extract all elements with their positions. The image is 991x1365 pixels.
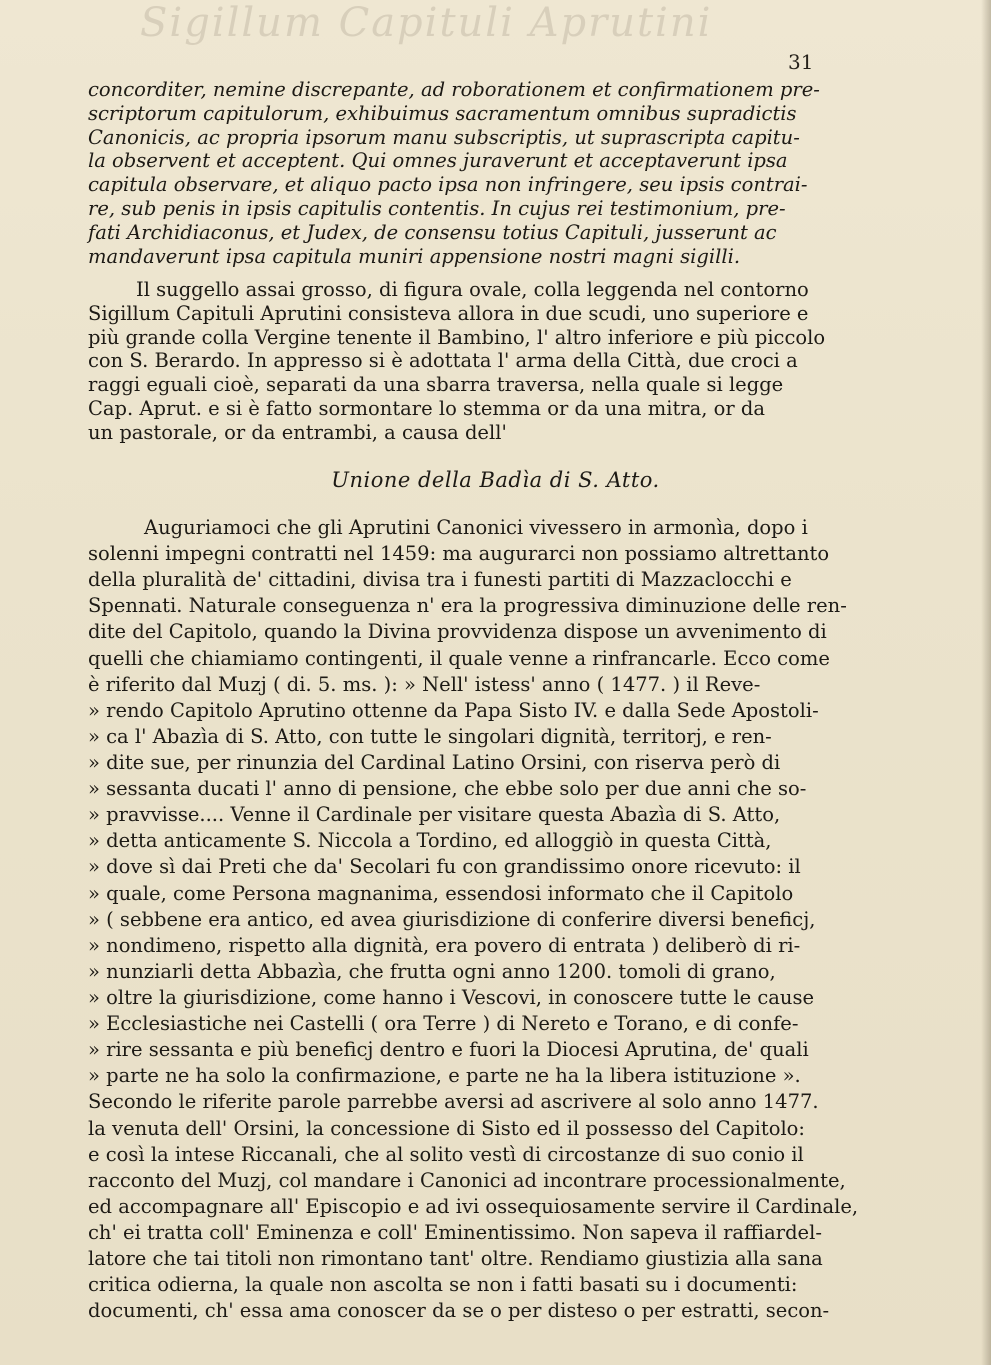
page-edge-shadow — [981, 0, 991, 1365]
text-line: latore che tai titoli non rimontano tant' oltre. Rendiamo giustizia alla sana — [88, 1247, 823, 1271]
text-line: quelli che chiamiamo contingenti, il quale venne a rinfrancarle. Ecco come — [88, 646, 830, 670]
text-line: dite del Capitolo, quando la Divina provvidenza dispose un avvenimento di — [88, 620, 827, 644]
text-line: » rendo Capitolo Aprutino ottenne da Papa Sisto IV. e dalla Sede Apostoli- — [88, 698, 819, 722]
text-line: racconto del Muzj, col mandare i Canonici ad incontrare processionalmente, — [88, 1168, 846, 1192]
text-line: » pravvisse.... Venne il Cardinale per visitare questa Abazìa di S. Atto, — [88, 803, 781, 827]
text-line: Sigillum Capituli Aprutini consisteva allora in due scudi, uno superiore e — [88, 301, 809, 325]
paragraph-badia — [88, 515, 878, 1324]
text-line: » quale, come Persona magnanima, essendosi informato che il Capitolo — [88, 881, 794, 905]
text-line: Cap. Aprut. e si è fatto sormontare lo stemma or da una mitra, or da — [88, 396, 766, 420]
faint-handwritten-note: Sigillum Capituli Aprutini — [140, 0, 713, 46]
text-line: la venuta dell' Orsini, la concessione di Sisto ed il possesso del Capitolo: — [88, 1116, 805, 1140]
text-line: concorditer, nemine discrepante, ad roborationem et confirmationem pre- — [88, 78, 820, 101]
text-line: » parte ne ha solo la confirmazione, e parte ne ha la libera istituzione ». — [88, 1064, 801, 1088]
text-line: solenni impegni contratti nel 1459: ma augurarci non possiamo altrettanto — [88, 542, 830, 566]
text-line: » Ecclesiastiche nei Castelli ( ora Terre ) di Nereto e Torano, e di confe- — [88, 1012, 799, 1036]
text-line: Il suggello assai grosso, di figura ovale, colla leggenda nel contorno — [136, 278, 809, 301]
text-line: Secondo le riferite parole parrebbe aversi ad ascrivere al solo anno 1477. — [88, 1090, 819, 1114]
text-line: raggi eguali cioè, separati da una sbarra traversa, nella quale si legge — [88, 373, 784, 397]
text-line: ch' ei tratta coll' Eminenza e coll' Eminentissimo. Non sapeva il raffiardel- — [88, 1220, 822, 1244]
text-line: » nunziarli detta Abbazìa, che frutta ogni anno 1200. tomoli di grano, — [88, 959, 776, 983]
page-number: 31 — [788, 50, 814, 74]
text-line: » oltre la giurisdizione, come hanno i Vescovi, in conoscere tutte le cause — [88, 985, 815, 1009]
text-line: » ( sebbene era antico, ed avea giurisdizione di conferire diversi beneficj, — [88, 907, 816, 931]
text-line: » nondimeno, rispetto alla dignità, era povero di entrata ) deliberò di ri- — [88, 933, 801, 957]
text-line: scriptorum capitulorum, exhibuimus sacramentum omnibus supradictis — [88, 101, 797, 125]
text-line: e così la intese Riccanali, che al solito vestì di circostanze di suo conio il — [88, 1142, 804, 1166]
text-line: » sessanta ducati l' anno di pensione, che ebbe solo per due anni che so- — [88, 777, 807, 801]
text-line: critica odierna, la quale non ascolta se non i fatti basati su i documenti: — [88, 1273, 798, 1297]
text-line: » rire sessanta e più beneficj dentro e fuori la Diocesi Aprutina, de' quali — [88, 1038, 809, 1062]
text-line: Spennati. Naturale conseguenza n' era la progressiva diminuzione delle ren- — [88, 594, 847, 618]
text-line: ed accompagnare all' Episcopio e ad ivi ossequiosamente servire il Cardinale, — [88, 1194, 859, 1218]
text-line: un pastorale, or da entrambi, a causa dell' — [88, 420, 507, 444]
text-line: » dite sue, per rinunzia del Cardinal Latino Orsini, con riserva però di — [88, 750, 781, 774]
paragraph-seal — [88, 278, 878, 445]
text-line: con S. Berardo. In appresso si è adottata l' arma della Città, due croci a — [88, 349, 798, 373]
text-line: più grande colla Vergine tenente il Bambino, l' altro inferiore e più piccolo — [88, 325, 826, 349]
text-line: documenti, ch' essa ama conoscer da se o per disteso o per estratti, secon- — [88, 1299, 830, 1323]
text-line: la observent et acceptent. Qui omnes juraverunt et acceptaverunt ipsa — [88, 149, 788, 173]
text-line: » dove sì dai Preti che da' Secolari fu con grandissimo onore ricevuto: il — [88, 855, 801, 879]
section-heading: Unione della Badìa di S. Atto. — [331, 468, 660, 492]
text-line: » detta anticamente S. Niccola a Tordino, ed alloggiò in questa Città, — [88, 829, 772, 853]
text-line: re, sub penis in ipsis capitulis contentis. In cujus rei testimonium, pre- — [88, 196, 786, 220]
text-line: fati Archidiaconus, et Judex, de consensu totius Capituli, jusserunt ac — [88, 220, 777, 244]
text-line: capitula observare, et aliquo pacto ipsa non infringere, seu ipsis contrai- — [88, 173, 808, 197]
text-line: Auguriamoci che gli Aprutini Canonici vivessero in armonìa, dopo i — [144, 516, 808, 539]
text-line: è riferito dal Muzj ( di. 5. ms. ): » Nell' istess' anno ( 1477. ) il Reve- — [88, 672, 761, 696]
text-line: mandaverunt ipsa capitula muniri appensione nostri magni sigilli. — [88, 244, 741, 268]
latin-document-block — [88, 78, 878, 268]
text-line: della pluralità de' cittadini, divisa tra i funesti partiti di Mazzaclocchi e — [88, 568, 792, 592]
text-line: » ca l' Abazìa di S. Atto, con tutte le singolari dignità, territorj, e ren- — [88, 724, 772, 748]
text-line: Canonicis, ac propria ipsorum manu subscriptis, ut suprascripta capitu- — [88, 125, 800, 149]
